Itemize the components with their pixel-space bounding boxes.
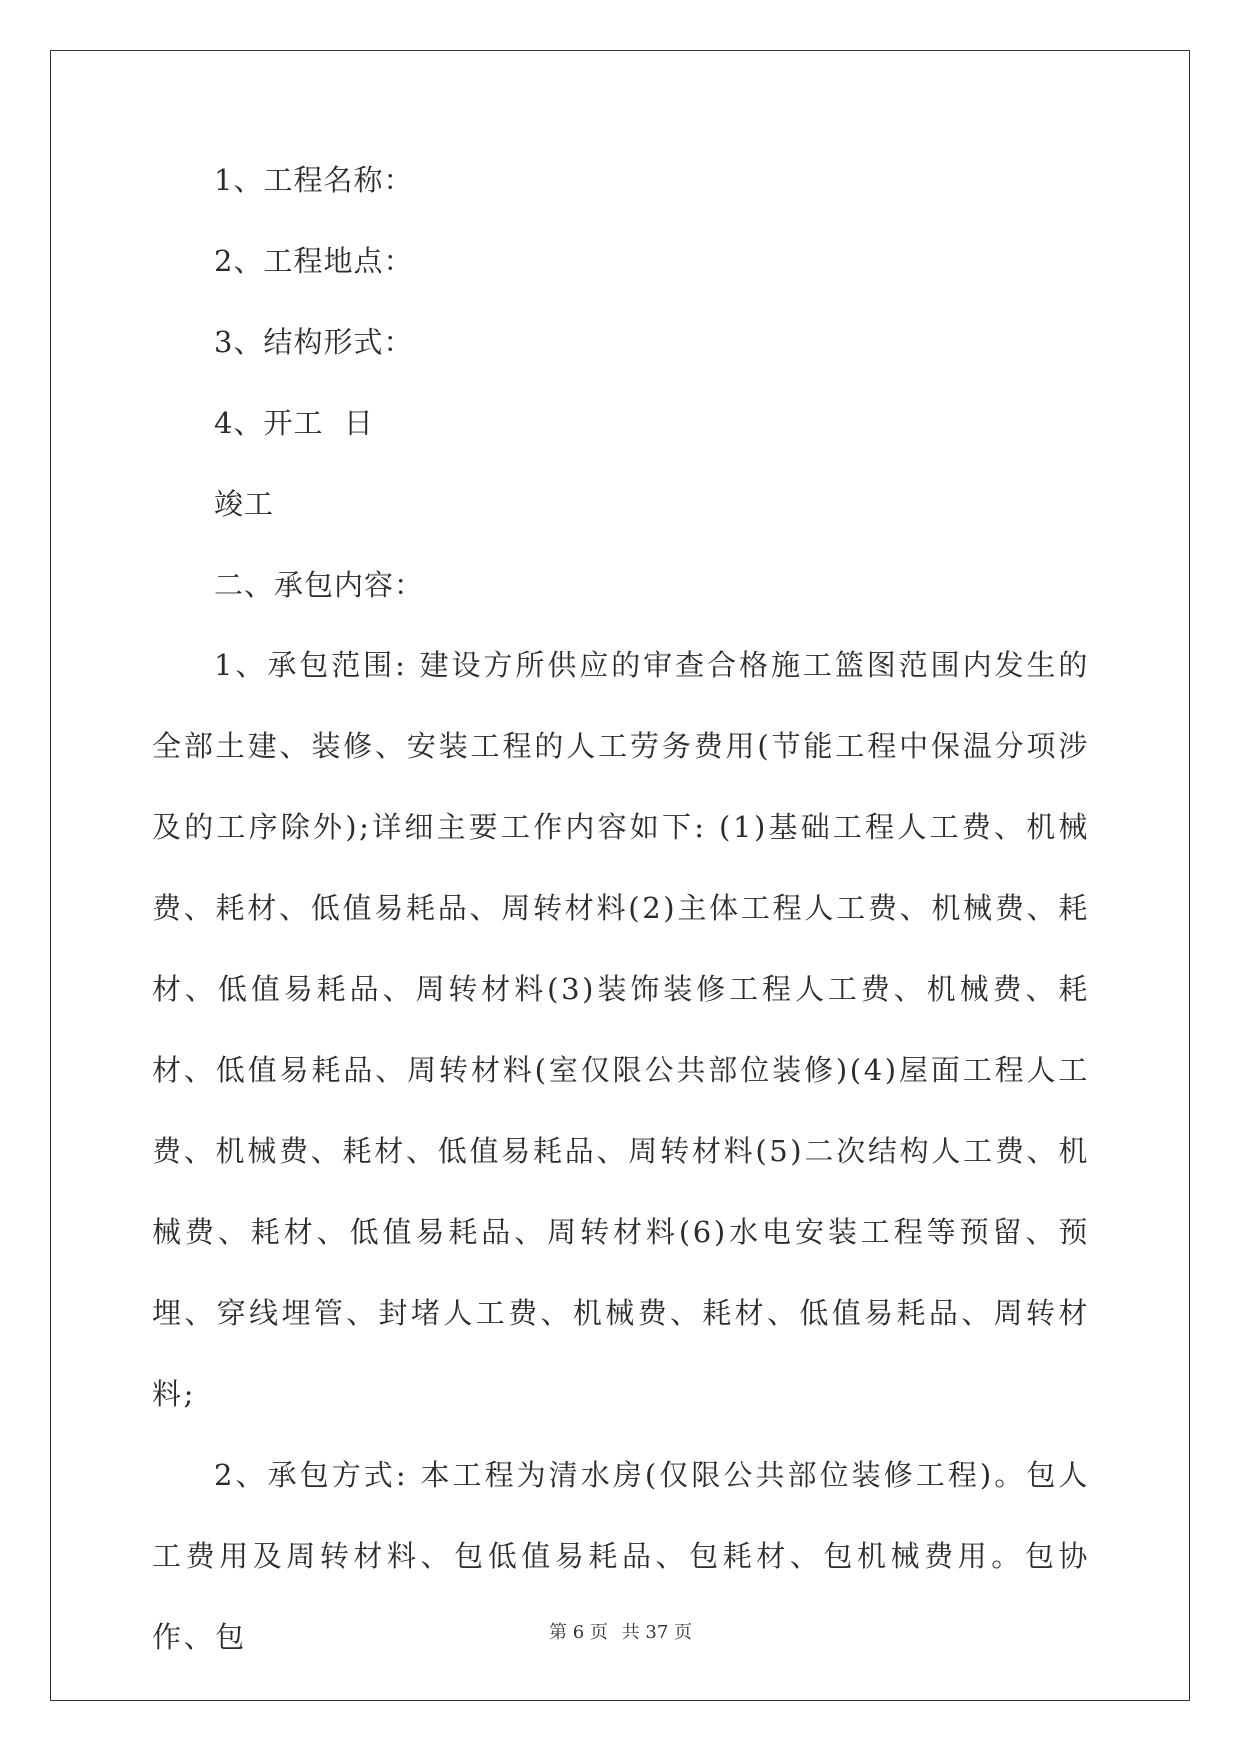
item-structure-type: 3、结构形式： [214, 325, 414, 359]
item-project-location: 2、工程地点： [214, 244, 414, 278]
item-completion: 竣工 [214, 487, 275, 521]
document-body [152, 160, 1090, 1678]
paragraph-contract-scope: 1、承包范围: 建设方所供应的审查合格施工篮图范围内发生的全部土建、装修、安装工程的人工劳务费用(节能工程中保温分项涉及的工序除外);详细主要工作内容如下: (1)基础工程人工费、机械费、耗材、低值易耗品、周转材料(2)主体工程人工费、机械费、耗材、低值易耗品、周转材料(3)装饰装修工程人工费、机械费、耗材、低值易耗品、周转材料(室仅限公共部位装修)(4)屋面工程人工费、机械费、耗材、低值易耗品、周转材料(5)二次结构人工费、机械费、耗材、低值易耗品、周转材料(6)水电安装工程等预留、预埋、穿线埋管、封堵人工费、机械费、耗材、低值易耗品、周转材料; [152, 648, 1090, 1411]
item-start-date: 4、开工 日 [214, 406, 374, 440]
item-project-name: 1、工程名称： [214, 163, 414, 197]
page-number: 第 6 页 [549, 1622, 608, 1643]
paragraph-contract-mode: 2、承包方式: 本工程为清水房(仅限公共部位装修工程)。包人工费用及周转材料、包低值易耗品、包耗材、包机械费用。包协作、包 [152, 1458, 1090, 1654]
section-heading-contract-content: 二、承包内容： [214, 568, 425, 602]
page-total: 共 37 页 [621, 1622, 692, 1643]
page-footer [0, 1618, 1241, 1644]
